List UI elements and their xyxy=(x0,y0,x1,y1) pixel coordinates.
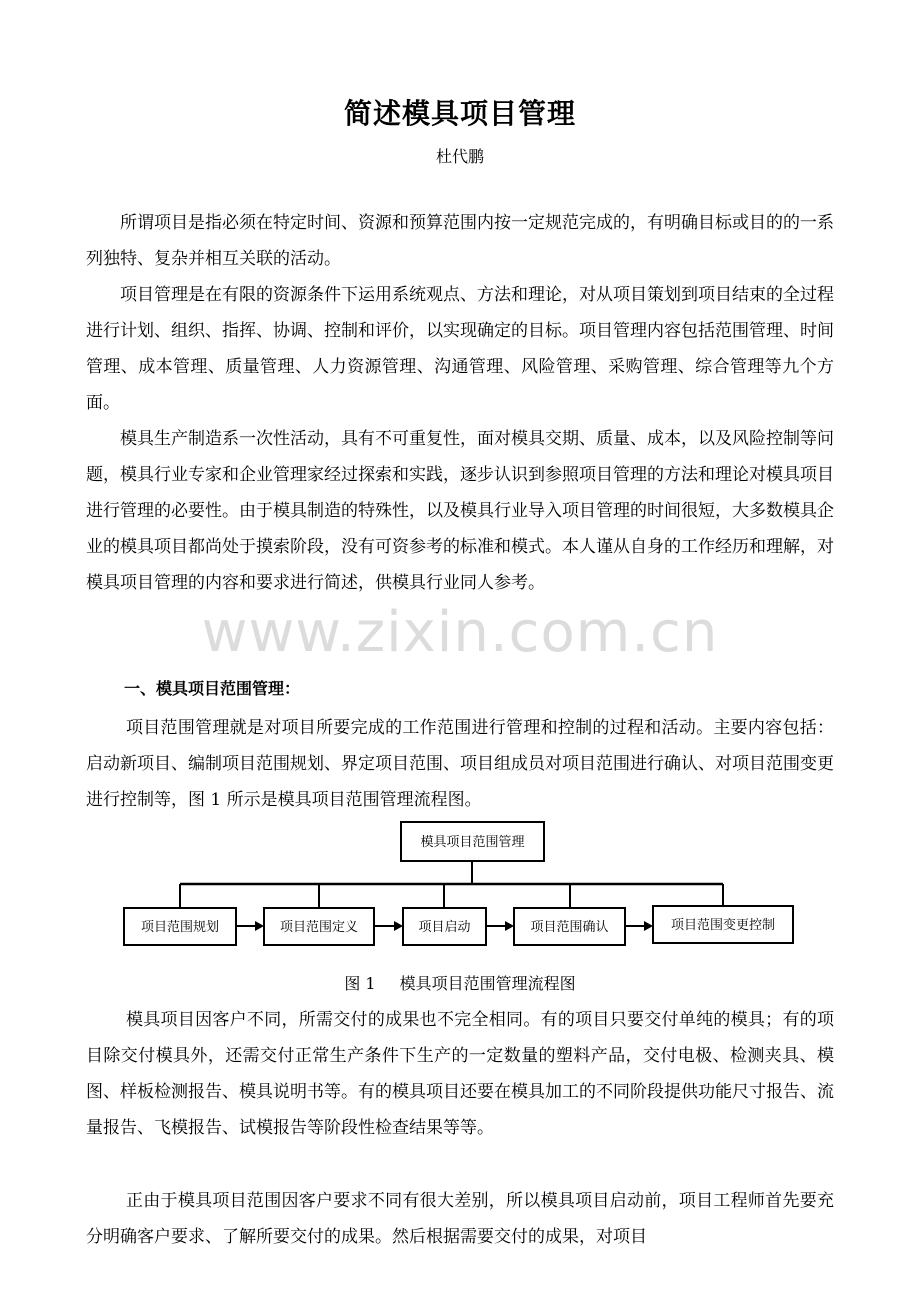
flow-arrow-icon xyxy=(505,921,514,931)
site-watermark: www.zixin.com.cn xyxy=(201,600,719,665)
paragraph-scope-differences: 正由于模具项目范围因客户要求不同有很大差别，所以模具项目启动前，项目工程师首先要充分明确客户要求、了解所要交付的成果。然后根据需要交付的成果，对项目 xyxy=(86,1191,834,1247)
flowchart-root-label: 模具项目范围管理 xyxy=(420,835,525,850)
figure-number: 图 1 xyxy=(344,974,376,993)
flow-arrow-icon xyxy=(255,921,264,931)
paragraph-project-management: 项目管理是在有限的资源条件下运用系统观点、方法和理论，对从项目策划到项目结束的全过程进行计划、组织、指挥、协调、控制和评价，以实现确定的目标。项目管理内容包括范围管理、时间管理、成本管理、质量管理、人力资源管理、沟通管理、风险管理、采购管理、综合管理等九个方面。 xyxy=(86,285,834,413)
flowchart-step-label: 项目启动 xyxy=(418,920,471,935)
figure-caption-text: 模具项目范围管理流程图 xyxy=(399,974,576,993)
figure-caption xyxy=(0,971,920,994)
flowchart-step-label: 项目范围变更控制 xyxy=(670,918,776,933)
flowchart-step-label: 项目范围确认 xyxy=(530,920,609,935)
document-title: 简述模具项目管理 xyxy=(343,97,576,130)
paragraph-mold-production: 模具生产制造系一次性活动，具有不可重复性，面对模具交期、质量、成本，以及风险控制等问题，模具行业专家和企业管理家经过探索和实践，逐步认识到参照项目管理的方法和理论对模具项目进行管理的必要性。由于模具制造的特殊性，以及模具行业导入项目管理的时间很短，大多数模具企业的模具项目都尚处于摸索阶段，没有可资参考的标准和模式。本人谨从自身的工作经历和理解，对模具项目管理的内容和要求进行简述，供模具行业同人参考。 xyxy=(86,429,834,593)
flow-arrow-icon xyxy=(394,921,403,931)
paragraph-project-definition: 所谓项目是指必须在特定时间、资源和预算范围内按一定规范完成的，有明确目标或目的的一系列独特、复杂并相互关联的活动。 xyxy=(86,213,834,269)
paragraph-scope-management-intro: 项目范围管理就是对项目所要完成的工作范围进行管理和控制的过程和活动。主要内容包括：启动新项目、编制项目范围规划、界定项目范围、项目组成员对项目范围进行确认、对项目范围变更进行控制等，图 1 所示是模具项目范围管理流程图。 xyxy=(86,718,834,810)
section-heading-scope-management: 一、模具项目范围管理： xyxy=(124,679,301,698)
flowchart-step-label: 项目范围规划 xyxy=(140,920,220,935)
paragraph-deliverables: 模具项目因客户不同，所需交付的成果也不完全相同。有的项目只要交付单纯的模具；有的项目除交付模具外，还需交付正常生产条件下生产的一定数量的塑料产品，交付电极、检测夹具、模图、样板检测报告、模具说明书等。有的模具项目还要在模具加工的不同阶段提供功能尺寸报告、流量报告、飞模报告、试模报告等阶段性检查结果等等。 xyxy=(86,1010,834,1138)
flowchart-step-label: 项目范围定义 xyxy=(279,920,359,935)
document-author: 杜代鹏 xyxy=(435,147,484,166)
scope-management-flowchart xyxy=(0,812,920,962)
flow-arrow-icon xyxy=(644,921,653,931)
